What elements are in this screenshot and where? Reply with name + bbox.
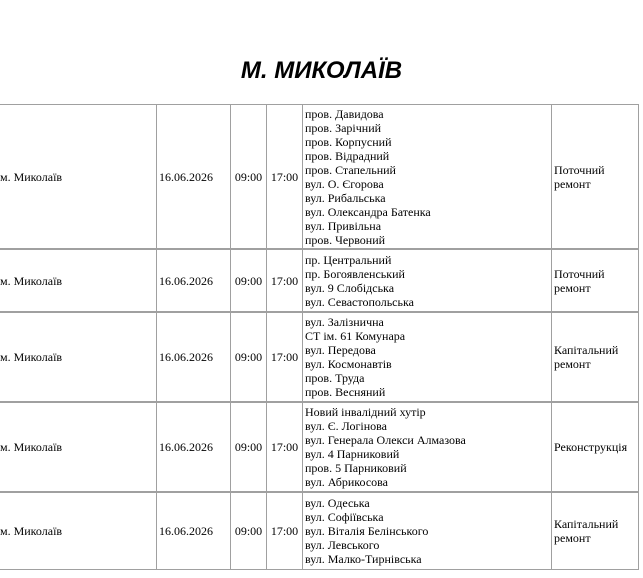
street-item: вул. Левського [305,538,380,552]
work-type-line: Поточний [554,266,605,281]
city-cell: м. Миколаїв [0,312,157,402]
street-item: пр. Богоявленський [305,266,405,281]
end-time-cell: 17:00 [267,492,303,570]
street-item: вул. Передова [305,343,376,357]
end-time-cell: 17:00 [267,402,303,492]
work-type-cell [552,105,639,249]
start-time-cell: 09:00 [231,312,267,402]
street-item: вул. Олександра Батенка [305,204,431,219]
streets-cell [303,402,552,492]
date-cell: 16.06.2026 [157,105,231,249]
street-item: вул. Генерала Олекси Алмазова [305,433,466,447]
work-type-line: ремонт [554,280,591,295]
streets-cell [303,249,552,312]
street-item: вул. 9 Слобідська [305,280,395,295]
street-item: пров. Стапельний [305,162,396,177]
street-item: пров. Давидова [305,106,384,121]
date-cell: 16.06.2026 [157,249,231,312]
streets-cell [303,312,552,402]
work-type-cell [552,312,639,402]
city-cell: м. Миколаїв [0,402,157,492]
end-time-cell: 17:00 [267,105,303,249]
work-type-cell [552,492,639,570]
work-type-line: Поточний [554,162,605,177]
street-item: вул. Малко-Тирнівська [305,552,422,566]
outage-schedule-table [0,104,639,570]
work-type-line: ремонт [554,176,591,191]
city-cell: м. Миколаїв [0,249,157,312]
street-item: вул. Одеська [305,496,370,510]
end-time-cell: 17:00 [267,249,303,312]
work-type-line: Реконструкція [554,440,628,454]
start-time-cell: 09:00 [231,402,267,492]
page-title: М. МИКОЛАЇВ [240,57,403,84]
street-item: вул. Залізнична [305,315,384,329]
street-item: пров. Труда [305,371,365,385]
street-item: пр. Центральний [305,252,392,267]
table-row [0,249,639,312]
street-item: вул. Рибальська [305,190,386,205]
street-item: пров. Весняний [305,385,386,399]
city-cell: м. Миколаїв [0,105,157,249]
street-item: вул. Віталія Белінського [305,524,429,538]
street-item: вул. 4 Парниковий [305,447,400,461]
street-item: вул. Софіївська [305,510,384,524]
table-row [0,492,639,570]
work-type-cell [552,249,639,312]
street-item: пров. Відрадний [305,148,390,163]
work-type-line: Капітальний [554,517,619,531]
date-cell: 16.06.2026 [157,492,231,570]
street-item: пров. Червоний [305,232,386,247]
date-cell: 16.06.2026 [157,312,231,402]
start-time-cell: 09:00 [231,249,267,312]
street-item: вул. Привільна [305,218,382,233]
streets-cell [303,105,552,249]
work-type-cell [552,402,639,492]
street-item: пров. 5 Парниковий [305,461,407,475]
end-time-cell: 17:00 [267,312,303,402]
street-item: Новий інвалідний хутір [305,405,426,419]
table-row [0,312,639,402]
table-row [0,402,639,492]
street-item: вул. О. Єгорова [305,176,384,191]
start-time-cell: 09:00 [231,492,267,570]
city-cell: м. Миколаїв [0,492,157,570]
work-type-line: ремонт [554,531,591,545]
work-type-line: Капітальний [554,343,619,357]
start-time-cell: 09:00 [231,105,267,249]
street-item: вул. Абрикосова [305,475,388,489]
street-item: вул. Севастопольська [305,294,414,309]
street-item: СТ ім. 61 Комунара [305,329,406,343]
street-item: пров. Зарічний [305,120,382,135]
streets-cell [303,492,552,570]
table-row [0,105,639,249]
work-type-line: ремонт [554,357,591,371]
street-item: пров. Корпусний [305,134,392,149]
street-item: вул. Є. Логінова [305,419,387,433]
street-item: вул. Космонавтів [305,357,392,371]
date-cell: 16.06.2026 [157,402,231,492]
